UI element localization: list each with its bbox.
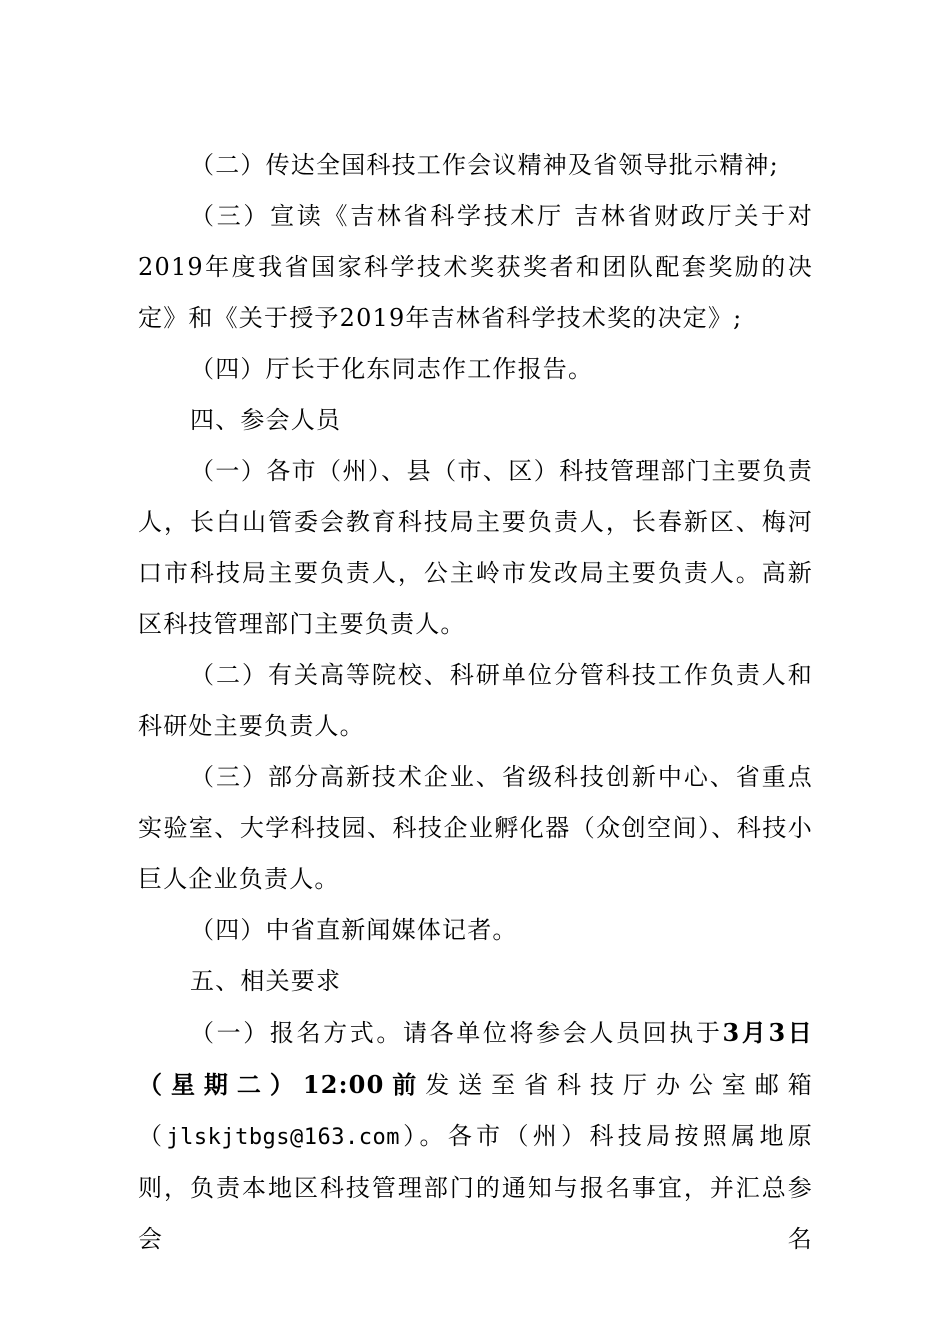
paragraph-signup (138, 1007, 813, 1265)
signup-mid: 发送至省科技厅办公室邮箱（ (138, 1071, 813, 1150)
paragraph-agenda-2: （二）传达全国科技工作会议精神及省领导批示精神; (190, 151, 779, 179)
signup-lead: （一）报名方式。请各单位将参会人员回执于 (190, 1019, 723, 1047)
section-heading-attendees: 四、参会人员 (190, 406, 342, 434)
paragraph-attendees-3: （三）部分高新技术企业、省级科技创新中心、省重点实验室、大学科技园、科技企业孵化器（众创空间）、科技小巨人企业负责人。 (138, 763, 813, 893)
section-heading-requirements: 五、相关要求 (190, 967, 342, 995)
paragraph-attendees-2: （二）有关高等院校、科研单位分管科技工作负责人和科研处主要负责人。 (138, 661, 813, 740)
signup-deadline: 3月3日（星期二）12:00前 (138, 1018, 814, 1099)
paragraph-agenda-3: （三）宣读《吉林省科学技术厅 吉林省财政厅关于对2019年度我省国家科学技术奖获奖者和团队配套奖励的决定》和《关于授予2019年吉林省科学技术奖的决定》; (138, 202, 813, 332)
document-body (138, 140, 813, 1265)
signup-tail: ）。各市（州）科技局按照属地原则，负责本地区科技管理部门的通知与报名事宜，并汇总参会名 (138, 1122, 814, 1253)
paragraph-attendees-1: （一）各市（州）、县（市、区）科技管理部门主要负责人，长白山管委会教育科技局主要负责人，长春新区、梅河口市科技局主要负责人，公主岭市发改局主要负责人。高新区科技管理部门主要负责人。 (138, 457, 813, 638)
paragraph-attendees-4: （四）中省直新闻媒体记者。 (190, 916, 518, 944)
signup-email: jlskjtbgs@163.com (166, 1125, 401, 1150)
paragraph-agenda-4: （四）厅长于化东同志作工作报告。 (190, 355, 594, 383)
